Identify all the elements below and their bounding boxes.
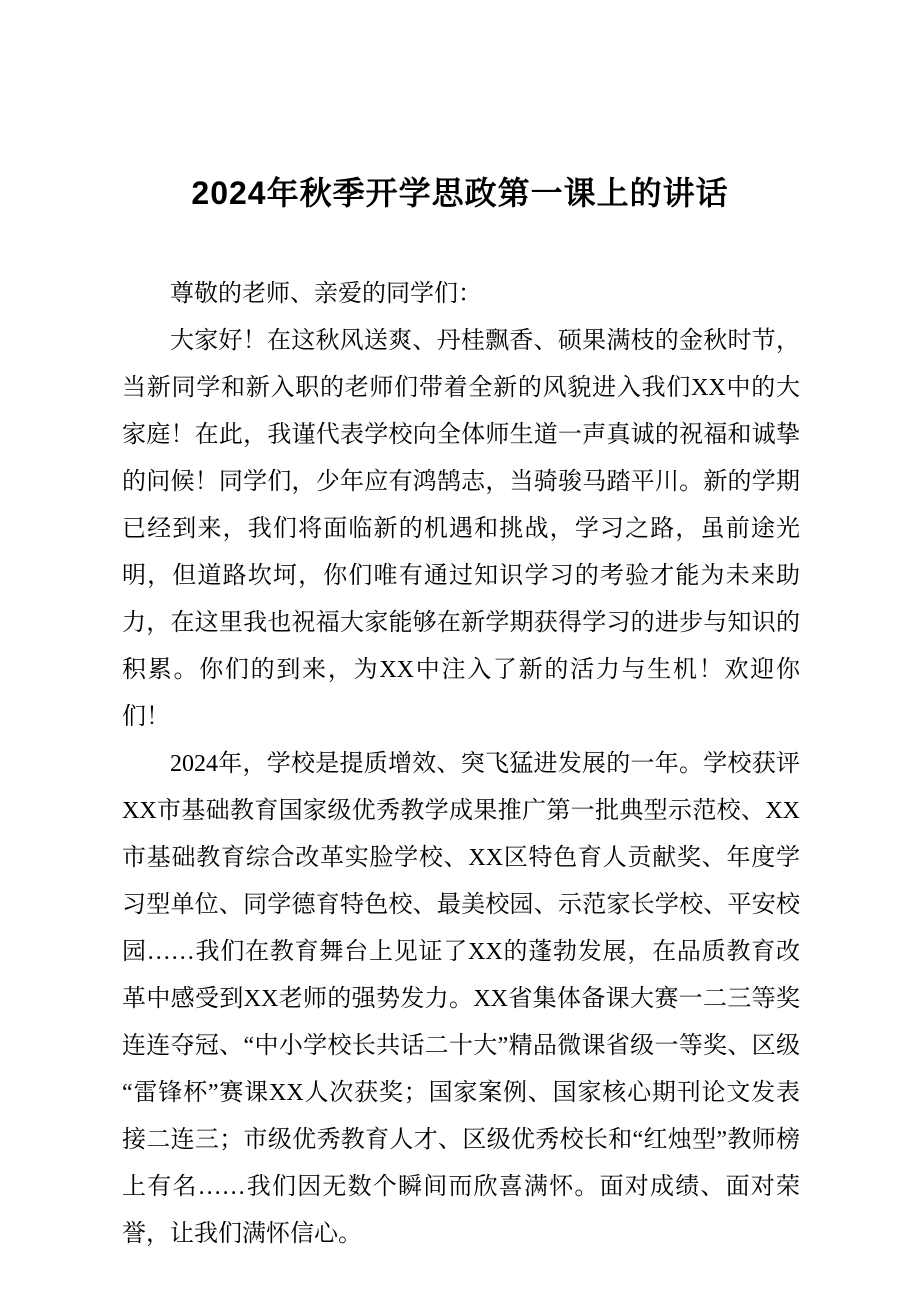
- document-title: 2024年秋季开学思政第一课上的讲话: [191, 175, 729, 211]
- paragraph: 尊敬的老师、亲爱的同学们：: [170, 281, 482, 307]
- document-body: [122, 271, 800, 1258]
- paragraph: 大家好！在这秋风送爽、丹桂飘香、硕果满枝的金秋时节，当新同学和新入职的老师们带着全新的风貌进入我们XX中的大家庭！在此，我谨代表学校向全体师生道一声真诚的祝福和诚挚的问候！同学们，少年应有鸿鹄志，当骑骏马踏平川。新的学期已经到来，我们将面临新的机遇和挑战，学习之路，虽前途光明，但道路坎坷，你们唯有通过知识学习的考验才能为未来助力，在这里我也祝福大家能够在新学期获得学习的进步与知识的积累。你们的到来，为XX中注入了新的活力与生机！欢迎你们！: [122, 328, 800, 730]
- paragraph: 2024年，学校是提质增效、突飞猛进发展的一年。学校获评XX市基础教育国家级优秀教学成果推广第一批典型示范校、XX市基础教育综合改革实脸学校、XX区特色育人贡献奖、年度学习型单位、同学德育特色校、最美校园、示范家长学校、平安校园……我们在教育舞台上见证了XX的蓬勃发展，在品质教育改革中感受到XX老师的强势发力。XX省集体备课大赛一二三等奖连连夺冠、“中小学校长共话二十大”精品微课省级一等奖、区级“雷锋杯”赛课XX人次获奖；国家案例、国家核心期刊论文发表接二连三；市级优秀教育人才、区级优秀校长和“红烛型”教师榜上有名……我们因无数个瞬间而欣喜满怀。面对成绩、面对荣誉，让我们满怀信心。: [122, 751, 800, 1247]
